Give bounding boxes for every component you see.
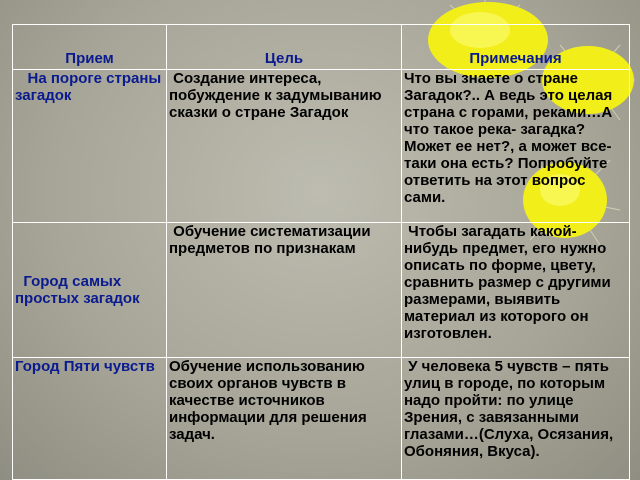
table-row [13,223,630,358]
cell-primechaniya: Что вы знаете о стране Загадок?.. А ведь это целая страна с горами, реками…А что такое река- загадка? Может ее нет?, а может все-таки она есть? Попробуйте ответить на этот вопрос сами. [402,70,630,223]
lesson-table [12,24,630,480]
cell-tsel: Обучение использованию своих органов чувств в качестве источников информации для решения задач. [167,358,402,480]
table-row [13,70,630,223]
table-row [13,358,630,480]
cell-tsel: Создание интереса, побуждение к задумыванию сказки о стране Загадок [167,70,402,223]
cell-primechaniya: У человека 5 чувств – пять улиц в городе, по которым надо пройти: по улице Зрения, с завязанными глазами…(Слуха, Осязания, Обоняния, Вкуса). [402,358,630,480]
cell-priem: Город самых простых загадок [13,223,167,358]
cell-primechaniya: Чтобы загадать какой-нибудь предмет, его нужно описать по форме, цвету, сравнить размер с другими размерами, выявить материал из которого он изготовлен. [402,223,630,358]
header-tsel: Цель [167,25,402,70]
cell-tsel: Обучение систематизации предметов по признакам [167,223,402,358]
cell-priem: На пороге страны загадок [13,70,167,223]
header-priem: Прием [13,25,167,70]
table-header-row [13,25,630,70]
cell-priem: Город Пяти чувств [13,358,167,480]
header-primechaniya: Примечания [402,25,630,70]
